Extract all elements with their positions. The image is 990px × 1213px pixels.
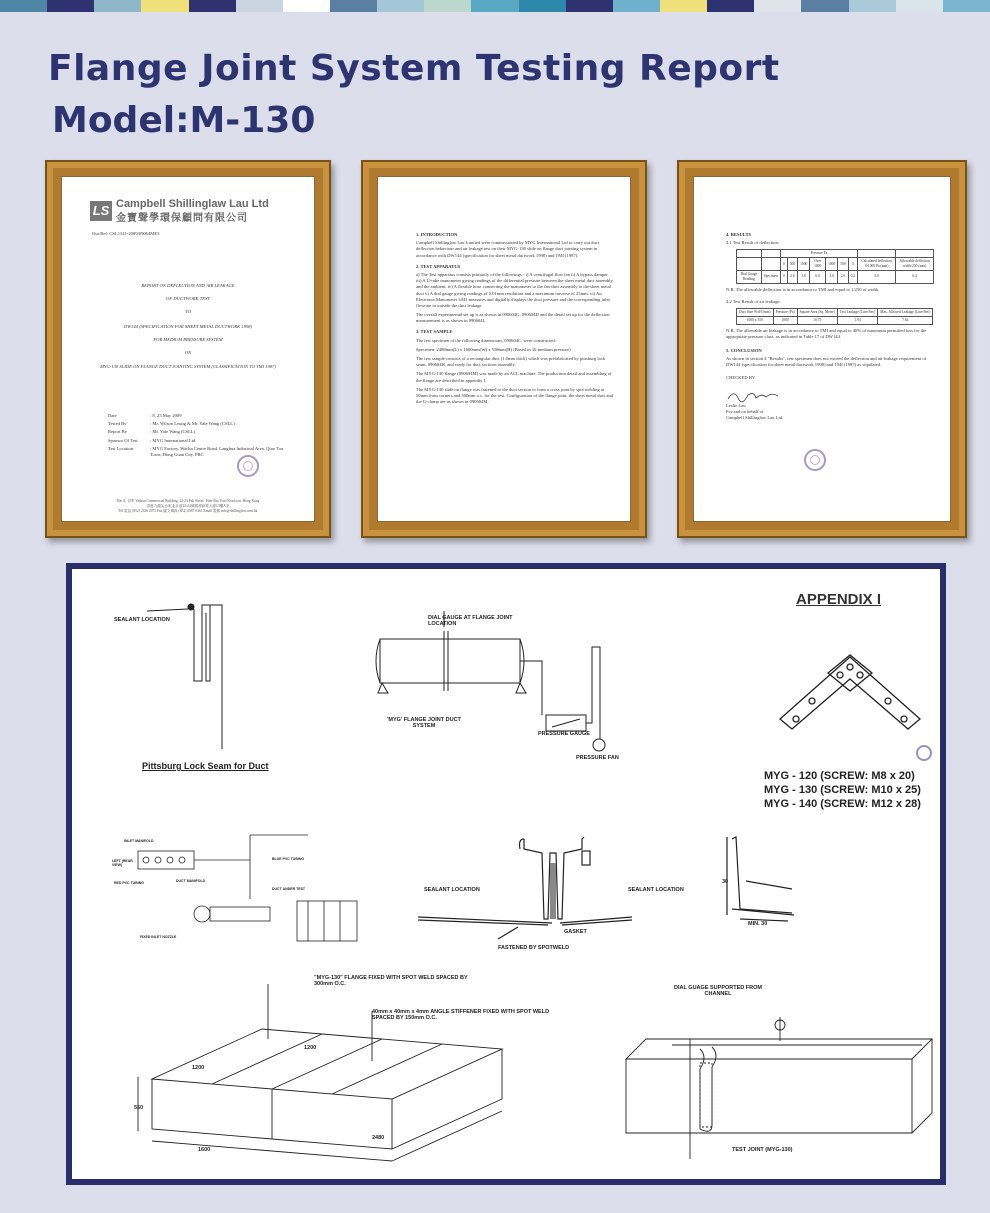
flange-system-label: 'MYG' FLANGE JOINT DUCT SYSTEM	[387, 717, 461, 729]
color-segment	[896, 0, 943, 12]
color-segment	[660, 0, 707, 12]
sealant-left-label: SEALANT LOCATION	[424, 887, 480, 893]
table-cell: Calculated deflection 0-1000 Pa (mm)	[858, 258, 896, 271]
paragraph: a) The Test apparatus consists primarily of the followings:- i) A centrifugal flow fan ii) A bypass damper iii) A U-tube manometer giving readings of the differential pressure between the sheet metal duct assembly and the ambient. iv) A flexible hose connecting the manometer to the fan-duct assembly to the sheet metal duct v) A dial gauge giving readings of 0.01mm resolution and a maximum traverse of 25mm. vi) An Electronic Manometer LM1 measures and digitally displays the duct pressure and the corresponding inlet flowrate to outside the duct leakage.	[416, 271, 613, 308]
dial-supported-label: DIAL GUAGE SUPPORTED FROM CHANNEL	[674, 985, 762, 997]
table-cell: 3.0	[826, 270, 838, 283]
paragraph: 4.1 Test Result of deflection:	[726, 240, 780, 246]
duct-manifold-label: DUCT MANIFOLD	[176, 879, 206, 883]
detail-value: : Mr. Yale Wang (CSLL)	[150, 429, 196, 435]
paragraph: Specimen: 2480mm(L) x 1600mm(W) x 550mm(H) (Based in 16 medium pressure)	[416, 346, 571, 352]
test-joint-label: TEST JOINT (MYG-130)	[732, 1147, 793, 1153]
color-segment	[801, 0, 848, 12]
table-cell	[761, 258, 780, 271]
report-title-line: ON	[184, 349, 192, 355]
table-cell: 1000	[826, 258, 838, 271]
table-cell: 500	[838, 258, 848, 271]
dial-gauge-label: DIAL GAUGE AT FLANGE JOINT LOCATION	[428, 615, 513, 627]
paragraph: The test specimen of the following dimensions, 090604C, were constructed:	[416, 337, 556, 343]
flange-fixed-label: "MYG-130" FLANGE FIXED WITH SPOT WELD SPACED BY 300mm O.C.	[314, 975, 468, 987]
dim-2480: 2480	[372, 1135, 385, 1141]
color-segment	[94, 0, 141, 12]
report-cover-frame	[45, 160, 331, 538]
report-title-block	[82, 283, 294, 377]
section-heading: 2. TEST APPARATUS	[416, 263, 461, 269]
report-title-line: TO	[185, 309, 191, 315]
min-30-label: MIN. 30	[748, 921, 768, 927]
table-cell: 6.0	[810, 270, 826, 283]
table-cell: 0.2	[848, 270, 858, 283]
fixed-inlet-label: FIXED INLET NOZZLE	[140, 935, 177, 939]
top-color-bar	[0, 0, 990, 12]
footer-address-en: Flat A, 13/F, Yiukan Commercial Building, 22-24 Pak Street, Tsim Sha Tsui, Kowloon, Hong Kong	[116, 499, 260, 503]
model-140: MYG - 140 (SCREW: M12 x 28)	[764, 798, 921, 810]
report-title-line: MYG-130 SLIDE ON FLANGE DUCT JOINTING SYSTEM (CLASSIFICATION TO TMI 1987)	[100, 364, 276, 370]
section-heading: 4. RESULTS	[726, 232, 752, 237]
table-cell: 0	[780, 270, 787, 283]
table-cell: Pressure (Pa)	[773, 308, 797, 316]
reference-number: Our Ref: CSL1311-2009/09064ME3	[92, 231, 160, 236]
table-cell: 6.4	[896, 270, 934, 283]
report-page3-frame	[677, 160, 967, 538]
detail-value: : Mr. Wilson Leung & Mr. Yale Wang (CSLL)	[150, 421, 235, 427]
duct-test-label: DUCT UNDER TEST	[272, 887, 306, 891]
table-cell: 1000	[798, 258, 810, 271]
report-title-line: DW144 (SPECIFICATION FOR SHEET METAL DUCTWORK 1998)	[123, 323, 253, 329]
company-stamp	[237, 455, 259, 477]
table-cell: 500	[787, 258, 797, 271]
detail-key: Test Location	[108, 445, 134, 451]
technical-drawings	[72, 569, 940, 1179]
table-cell: 1000	[773, 316, 797, 324]
table-cell: 7.64	[878, 316, 933, 324]
color-segment	[566, 0, 613, 12]
detail-key: Report By	[108, 429, 128, 435]
detail-row	[108, 438, 288, 444]
table-cell: 1.94	[837, 316, 877, 324]
detail-value: : MYG International Ltd.	[150, 437, 197, 443]
footer-contact: Tel 電話 (852) 2336 2073 Fax 圖文傳真 (852) 2987 0361 Email 電郵 info@shillinglaw.com.hk	[118, 508, 258, 513]
company-logo	[90, 197, 269, 225]
page-footer	[72, 499, 304, 514]
company-name-zh: 金寶聲學環保顧問有限公司	[116, 212, 248, 224]
signatory-role: For and on behalf of	[726, 408, 764, 414]
logo-mark: LS	[90, 201, 112, 221]
report-title-line: FOR MEDIUM PRESSURE SYSTEM	[153, 336, 223, 342]
footer-address-zh: 香港九龍尖沙咀北京道22-24號銀禧商業大廈13樓A室	[146, 503, 230, 508]
section-heading: 3. TEST SAMPLE	[416, 329, 453, 335]
page-title: Flange Joint System Testing Report	[48, 48, 780, 89]
signatory-company: Campbell Shillinglaw Lau Ltd.	[726, 415, 784, 421]
checked-by: CHECKED BY	[726, 374, 756, 380]
table-cell: Allowable deflection width/250 (mm)	[896, 258, 934, 271]
color-segment	[189, 0, 236, 12]
report-page3	[693, 176, 951, 522]
deflection-table	[736, 249, 934, 283]
appendix-heading: APPENDIX I	[796, 591, 882, 608]
signature	[726, 389, 786, 403]
dim-1600: 1600	[198, 1147, 211, 1153]
table-cell: Over 1000	[810, 258, 826, 271]
table-cell: 2.6	[787, 270, 797, 283]
table-cell: Square Area (Sq. Meter)	[797, 308, 837, 316]
dim-550: 550	[134, 1105, 144, 1111]
color-segment	[849, 0, 896, 12]
pittsburg-caption: Pittsburg Lock Seam for Duct	[142, 761, 269, 771]
paragraph: The overall experimental set up is as shown in 090604G, 090604D and the detail set up for the deflection measurement is as shown in 090604L.	[416, 312, 610, 324]
dim-1200b: 1200	[192, 1065, 205, 1071]
color-segment	[424, 0, 471, 12]
model-130: MYG - 130 (SCREW: M10 x 25)	[764, 784, 921, 796]
color-segment	[471, 0, 518, 12]
company-name-en: Campbell Shillinglaw Lau Ltd	[116, 198, 269, 210]
color-segment	[330, 0, 377, 12]
color-segment	[943, 0, 990, 12]
model-120: MYG - 120 (SCREW: M8 x 20)	[764, 770, 915, 782]
table-cell: 3.0	[798, 270, 810, 283]
report-title-line: OF DUCTWORK TEST	[166, 296, 210, 302]
angle-stiffener-label: 40mm x 40mm x 4mm ANGLE STIFFENER FIXED WITH SPOT WELD SPACED BY 150mm O.C.	[372, 1009, 550, 1021]
detail-row	[108, 429, 288, 435]
appendix-drawing-panel	[66, 563, 946, 1185]
color-segment	[0, 0, 47, 12]
model-title: Model:M-130	[52, 100, 316, 141]
sealant-right-label: SEALANT LOCATION	[628, 887, 684, 893]
pressure-header: Pressure Pa	[780, 250, 857, 258]
report-page2	[377, 176, 631, 522]
color-segment	[283, 0, 330, 12]
paragraph: The MYG-130 flange (090604M) was made by an ACL machine. The production detail and assembling of the flange are described in appendix I.	[416, 371, 612, 383]
paragraph: 4.2 Test Result of air leakage:	[726, 298, 781, 304]
paragraph: N.B. The allowable deflection is in accordance to TMI and equal to 1/250 of width.	[726, 286, 880, 292]
model-list	[764, 769, 921, 811]
table-cell: Duct Size WxH (mm)	[737, 308, 774, 316]
table-cell: 0	[848, 258, 858, 271]
pittsburg-seam-drawing	[147, 604, 222, 749]
color-segment	[141, 0, 188, 12]
table-cell: 10.75	[797, 316, 837, 324]
detail-value: : MYG Factory, Wacha Centre Road, Langhua Industrial Area, Qiao Tou Town, Dong Guan City, PRC	[150, 445, 284, 457]
table-cell: 1600 x 550	[737, 316, 774, 324]
paragraph: N.B. The allowable air leakage is in accordance to TMI and equal to 40% of maximum permitted loss for the appropriate pressure class, as indicated in Table 17 of DW144.	[726, 327, 927, 339]
left-view-label: LEFT (REAR VIEW)	[112, 859, 133, 867]
detail-value: : 8, 25 May 2009	[150, 413, 182, 418]
color-segment	[707, 0, 754, 12]
inlet-label: INLET MANIFOLD	[124, 839, 154, 843]
table-cell: Dial Gauge Reading	[737, 270, 762, 283]
fastened-label: FASTENED BY SPOTWELD	[498, 945, 570, 951]
detail-key: Sponsor Of Test	[108, 437, 138, 443]
paragraph: Campbell Shillinglaw Lau Limited were commissioned by MYG International Ltd to carry out duct deflection behaviour and air leakage test on their MYG-130 slide on flange duct jointing system in accordance with DW144 (specification for sheet metal ductwork 1998) and TMI (1987).	[416, 240, 600, 258]
detail-row	[108, 413, 288, 419]
paragraph: As shown in section 4 "Results", test specimen does not exceed the deflection and air leakage requirement of DW144 (specification for sheet metal ductwork 1998) and TMI (1987) as stipulated.	[726, 356, 927, 368]
section-heading: 5. CONCLUSION	[726, 348, 762, 354]
color-segment	[519, 0, 566, 12]
table-cell: Specimen	[761, 270, 780, 283]
section-heading: 1. INTRODUCTION	[416, 232, 458, 237]
dim-30-label: 30	[722, 879, 729, 885]
report-details	[108, 413, 288, 460]
pressure-fan-label: PRESSURE FAN	[576, 755, 619, 761]
table-cell: Test Leakage (Litre/Sec)	[837, 308, 877, 316]
blue-tube-label: BLUE PVC TUBING	[272, 857, 305, 861]
manometer-schematic	[138, 835, 357, 941]
red-tube-label: RED PVC TUBING	[114, 881, 144, 885]
corner-piece-drawing	[780, 655, 920, 729]
detail-key: Date	[108, 413, 117, 418]
color-segment	[377, 0, 424, 12]
table-cell: 2.6	[838, 270, 848, 283]
sealant-label: SEALANT LOCATION	[114, 617, 170, 623]
color-segment	[236, 0, 283, 12]
report-page2-frame	[361, 160, 647, 538]
paragraph: The test sample consists of a rectangular duct (1.0mm thick) which was prefabricated by pittsburg lock seam, 090604H, and ready for duct sections assembly.	[416, 356, 606, 368]
table-cell: Max. Allowed Leakage (Litre/Sec)	[878, 308, 933, 316]
table-cell	[737, 258, 762, 271]
test-rig-drawing	[376, 611, 605, 751]
stamp-mark	[917, 746, 931, 760]
report-title-line: REPORT ON DEFLECTION AND AIR LEAKAGE	[141, 283, 235, 288]
report-cover-page	[61, 176, 315, 522]
detail-row	[108, 421, 288, 427]
table-cell: 6.0	[858, 270, 896, 283]
table-cell: 0	[780, 258, 787, 271]
detail-row	[108, 446, 288, 458]
color-segment	[47, 0, 94, 12]
signatory-name: Leslie Lau	[726, 402, 746, 408]
pressure-gauge-label: PRESSURE GAUGE	[538, 731, 590, 737]
leakage-table	[736, 308, 933, 325]
flange-section-detail	[727, 837, 794, 921]
paragraph: The MYG-130 slide on flange was fastened to the duct section to form a cross joint by spot welding at 50mm from corners and 300mm o.c. for the rest. Configuration of the flange joint, the sheet metal duct and the G-clamp are as shown in 090604M.	[416, 386, 613, 405]
dim-1200a: 1200	[304, 1045, 317, 1051]
color-segment	[754, 0, 801, 12]
gasket-label: GASKET	[564, 929, 587, 935]
detail-key: Tested By	[108, 421, 127, 427]
test-joint-drawing	[626, 1017, 932, 1159]
color-segment	[613, 0, 660, 12]
company-stamp	[804, 449, 826, 471]
